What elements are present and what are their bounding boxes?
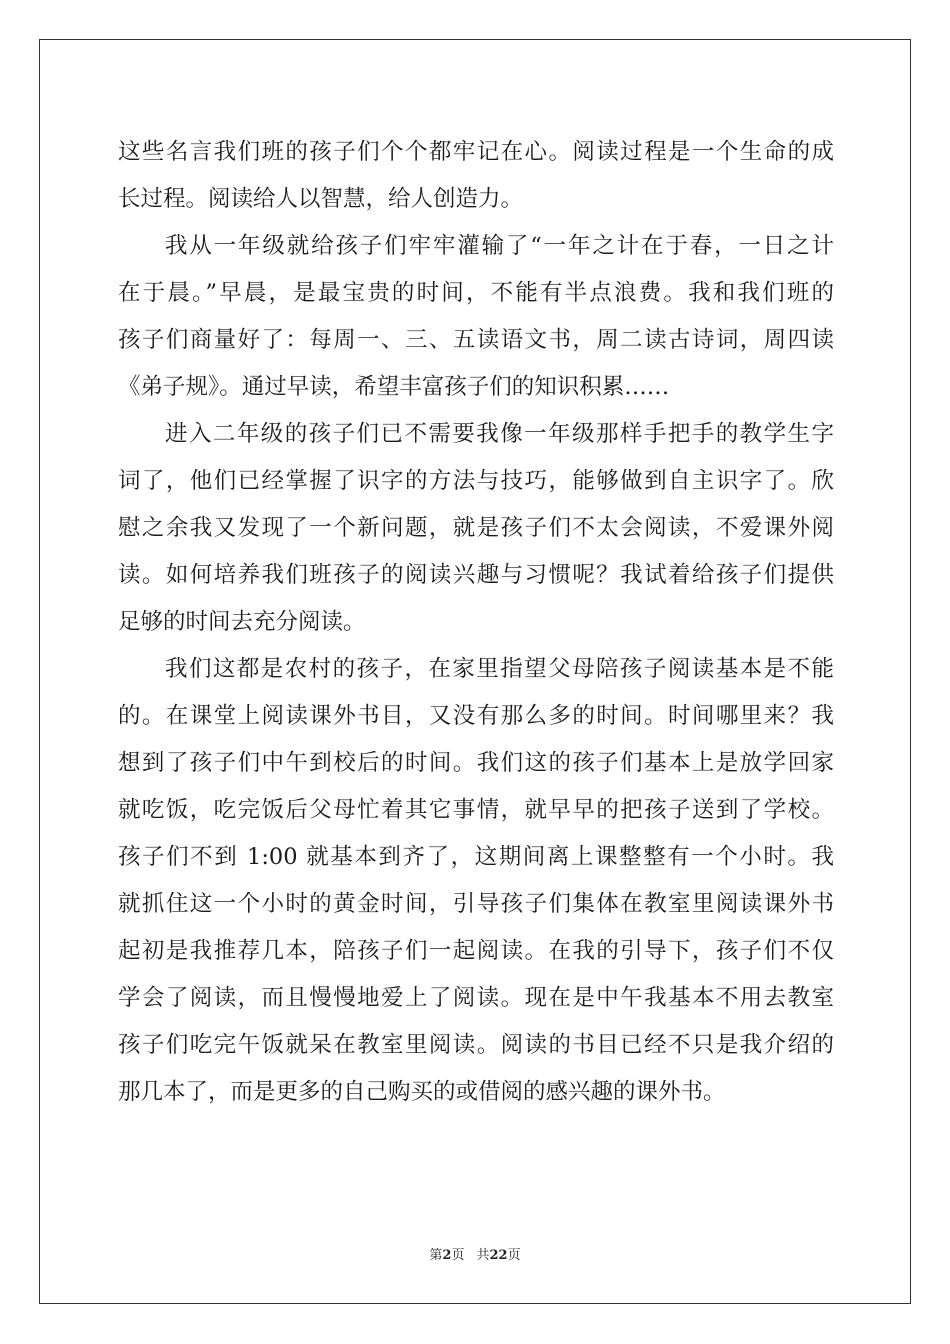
text-line: 我们这都是农村的孩子，在家里指望父母陪孩子阅读基本是不能 <box>165 656 834 682</box>
total-pages: 22 <box>489 1248 508 1263</box>
text-line: 《弟子规》。通过早读，希望丰富孩子们的知识积累…… <box>118 374 670 400</box>
page-footer <box>0 1248 950 1264</box>
text-line: 我从一年级就给孩子们牢牢灌输了“一年之计在于春，一日之计 <box>165 233 834 259</box>
page-suffix: 页 <box>451 1248 465 1263</box>
text-line: 起初是我推荐几本，陪孩子们一起阅读。在我的引导下，孩子们不仅 <box>118 938 834 964</box>
text-line: 读。如何培养我们班孩子的阅读兴趣与习惯呢？我试着给孩子们提供 <box>118 562 834 588</box>
text-line: 这些名言我们班的孩子们个个都牢记在心。阅读过程是一个生命的成 <box>118 139 834 165</box>
text-line: 足够的时间去充分阅读。 <box>118 609 366 635</box>
text-line: 学会了阅读，而且慢慢地爱上了阅读。现在是中午我基本不用去教室 <box>118 985 834 1011</box>
total-prefix: 共 <box>476 1248 490 1263</box>
document-body <box>118 129 834 1116</box>
text-line: 孩子们商量好了：每周一、三、五读语文书，周二读古诗词，周四读 <box>118 327 834 353</box>
text-line: 想到了孩子们中午到校后的时间。我们这的孩子们基本上是放学回家 <box>118 750 834 776</box>
text-line: 进入二年级的孩子们已不需要我像一年级那样手把手的教学生字 <box>165 421 834 447</box>
page-prefix: 第 <box>429 1248 443 1263</box>
total-suffix: 页 <box>507 1248 521 1263</box>
text-line: 的。在课堂上阅读课外书目，又没有那么多的时间。时间哪里来？我 <box>118 703 834 729</box>
text-line: 词了，他们已经掌握了识字的方法与技巧，能够做到自主识字了。欣 <box>118 468 834 494</box>
text-line: 慰之余我又发现了一个新问题，就是孩子们不太会阅读，不爱课外阅 <box>118 515 834 541</box>
text-line: 孩子们吃完午饭就呆在教室里阅读。阅读的书目已经不只是我介绍的 <box>118 1032 834 1058</box>
text-line: 就抓住这一个小时的黄金时间，引导孩子们集体在教室里阅读课外书 <box>118 891 834 917</box>
text-line: 就吃饭，吃完饭后父母忙着其它事情，就早早的把孩子送到了学校。 <box>118 797 834 823</box>
text-line: 长过程。阅读给人以智慧，给人创造力。 <box>118 186 524 212</box>
page-number: 2 <box>442 1248 452 1263</box>
text-line: 孩子们不到 1:00 就基本到齐了，这期间离上课整整有一个小时。我 <box>118 844 834 870</box>
text-line: 那几本了，而是更多的自己购买的或借阅的感兴趣的课外书。 <box>118 1079 726 1105</box>
text-line: 在于晨。”早晨，是最宝贵的时间，不能有半点浪费。我和我们班的 <box>118 280 834 306</box>
